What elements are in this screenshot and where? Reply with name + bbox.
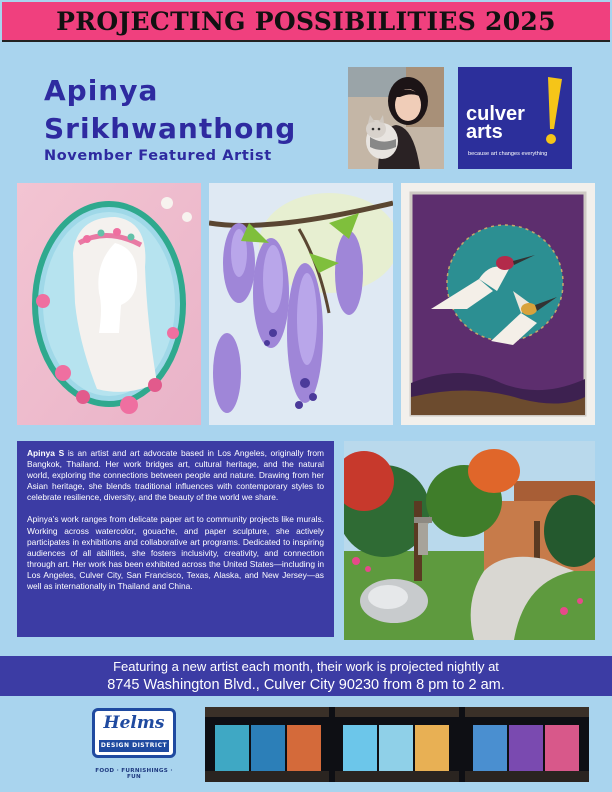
artwork-wisteria: [209, 183, 393, 425]
title-banner: [2, 2, 610, 42]
helms-wordmark: Helms: [103, 713, 165, 733]
schedule-band: [0, 656, 612, 696]
banner-title: PROJECTING POSSIBILITIES 2025: [56, 6, 556, 36]
artist-subtitle: November Featured Artist: [44, 148, 272, 164]
helms-badge: [92, 708, 176, 758]
bio-paragraph-1: [27, 448, 324, 503]
artwork-paper-cameo: [17, 183, 201, 425]
helms-tagline: FOOD · FURNISHINGS · FUN: [95, 768, 173, 780]
exclamation-icon: [542, 77, 562, 149]
bio-paragraph-2: Apinya’s work ranges from delicate paper art to community projects like murals. Working across watercolor, gouache, and paper sculpture, she actively participates in exhibitions and collaborative art programs. Dedicated to inspiring audiences of all abilities, she fosters inclusivity, creativity, and connection through art. Her work has been exhibited across the United States—including in Los Angeles, Culver City, San Francisco, Texas, Alaska, and New Jersey—as well as internationally in Thailand and China.: [27, 514, 324, 592]
schedule-line-1: Featuring a new artist each month, their work is projected nightly at: [113, 659, 499, 674]
artist-last-name: Srikhwanthong: [44, 112, 297, 145]
artist-portrait: [348, 67, 444, 169]
logo-word-arts: arts: [466, 121, 503, 143]
helms-design-district-logo: [92, 708, 176, 780]
artwork-hummingbirds: [401, 183, 595, 425]
logo-word-culver: culver: [466, 103, 525, 125]
helms-district: DESIGN DISTRICT: [99, 740, 169, 752]
schedule-line-2: 8745 Washington Blvd., Culver City 90230 from 8 pm to 2 am.: [107, 677, 505, 693]
bio-paragraph-1-text: is an artist and art advocate based in Los Angeles, originally from Bangkok, Thailand. Her work bridges art, cultural heritage, and the natural world, exploring the connections between people and nature. Drawing from her Asian heritage, she blends traditional influences with contemporary styles to celebrate resilience, diversity, and the beauty of the world we share.: [27, 448, 324, 503]
projection-photos: [205, 707, 589, 782]
artist-first-name: Apinya: [44, 74, 159, 107]
logo-tagline: because art changes everything: [468, 151, 548, 157]
bio-lead-name: Apinya S: [27, 448, 65, 458]
culver-arts-logo: [458, 67, 572, 169]
artwork-garden-mural: [344, 441, 595, 640]
artist-name: [44, 72, 296, 148]
artist-bio: [17, 441, 334, 637]
